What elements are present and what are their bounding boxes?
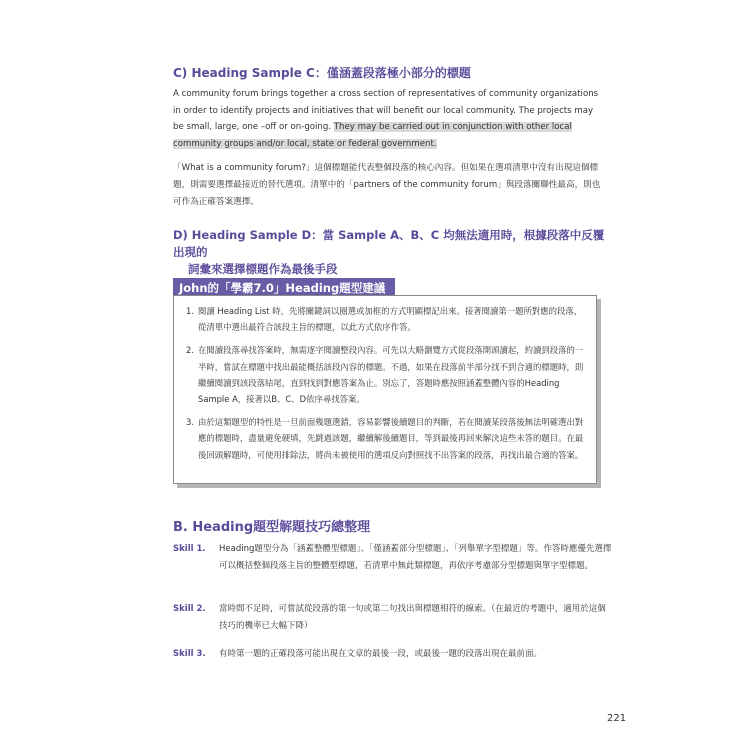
tip-text: 由於這類題型的特性是一旦前面幾題選錯，容易影響後續題目的判斷，若在閱讀某段落後無法明確選出對應的標題時，盡量避免硬填，先跳過該題，繼續解後續題目，等到最後再回來解決這些未答的題目。在最後回頭解題時，可使用排除法，將尚未被使用的選項反向對照找不出答案的段落，再找出最合適的答案。: [198, 417, 584, 460]
skill-label: Skill 2.: [173, 604, 206, 614]
skill-text: Heading題型分為「涵蓋整體型標題」、「僅涵蓋部分型標題」、「列舉單字型標題」等。作答時應優先選擇可以概括整個段落主旨的整體型標題，若清單中無此類標題，再依序考慮部分型標題與單字型標題。: [219, 544, 612, 571]
sample-c-text: A community forum brings together a cross section of representatives of community organizations in order to identify projects and initiatives that will benefit our local community. The projects may be small, large, one –off or on-going.: [173, 89, 599, 133]
highlighted-sentence: They may be carried out in conjunction with other local community groups and/or local, state or federal government.: [173, 122, 572, 149]
sample-c-paragraph: [173, 86, 603, 152]
page-number: 221: [607, 713, 627, 724]
heading-sample-d-line1: D) Heading Sample D：當 Sample A、B、C 均無法適用時，根據段落中反覆出現的: [173, 228, 605, 259]
skill-label: Skill 1.: [173, 544, 206, 554]
skill-item: [173, 646, 613, 663]
tip-text: 閱讀 Heading List 時，先將關鍵詞以圈選或加框的方式明顯標記出來。接著閱讀第一題所對應的段落，從清單中選出最符合該段主旨的標題，以此方式依序作答。: [198, 306, 583, 333]
tip-text: 在閱讀段落尋找答案時，無需逐字閱讀整段內容。可先以大略瀏覽方式從段落開頭讀起，約讀到段落的一半時，嘗試在標題中找出最能概括該段內容的標題。不過，如果在段落前半部分找不到合適的標題時，則繼續閱讀到該段落結尾，直到找到對應答案為止。別忘了，答題時應按照涵蓋整體內容的Heading Sample A，接著以B、C、D依序尋找答案。: [198, 345, 584, 405]
skill-item: [173, 541, 613, 574]
skill-label: Skill 3.: [173, 649, 206, 659]
tips-banner: John的「學霸7.0」Heading題型建議: [173, 278, 395, 299]
skill-text: 當時間不足時，可嘗試從段落的第一句或第二句找出與標題相符的線索。（在最近的考題中，適用於這個技巧的機率已大幅下降）: [219, 604, 606, 631]
skill-item: [173, 601, 613, 634]
tip-item: [186, 303, 584, 335]
tip-number: 1.: [186, 306, 194, 316]
tip-number: 3.: [186, 417, 194, 428]
skill-text: 有時第一題的正確段落可能出現在文章的最後一段，或最後一題的段落出現在最前面。: [219, 649, 543, 659]
tip-item: [186, 342, 584, 407]
heading-sample-d-line2: 詞彙來選擇標題作為最後手段: [188, 262, 338, 276]
heading-sample-d: [173, 227, 613, 278]
heading-section-b: B. Heading題型解題技巧總整理: [173, 520, 371, 535]
tip-item: [186, 414, 584, 463]
sample-c-explanation: 「What is a community forum?」這個標題能代表整個段落的核心內容。但如果在選項清單中沒有出現這個標題，則需要選擇最接近的替代選項。清單中的「partners of the community forum」與段落關聯性最高，則也可作為正確答案選擇。: [173, 163, 601, 207]
heading-sample-c: C) Heading Sample C：僅涵蓋段落極小部分的標題: [173, 66, 471, 80]
tips-box: [173, 295, 597, 484]
tip-number: 2.: [186, 345, 194, 356]
